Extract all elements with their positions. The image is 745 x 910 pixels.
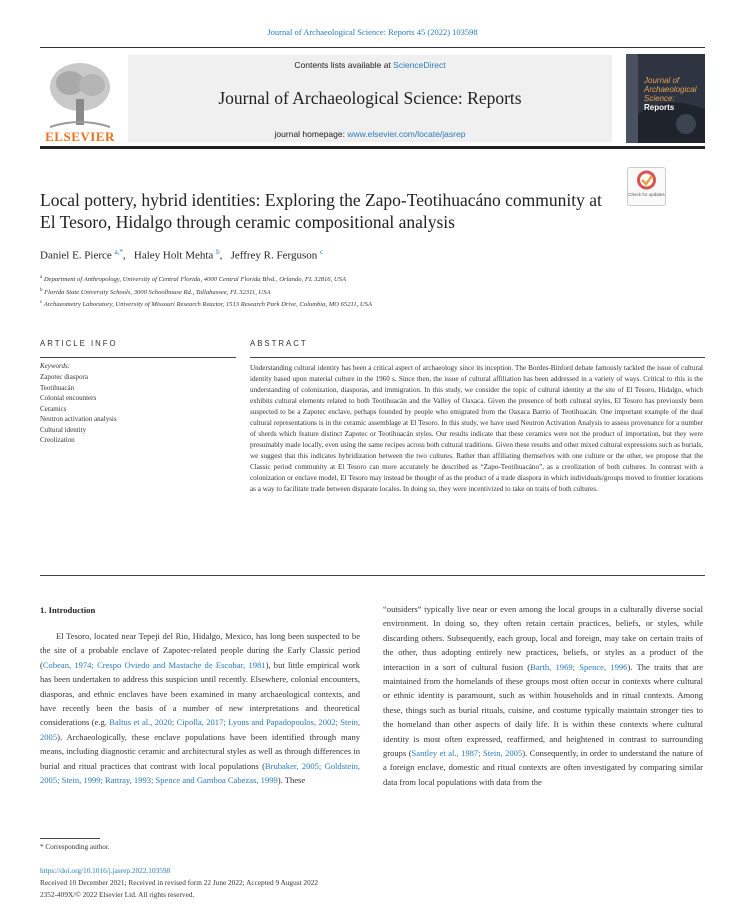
keyword: Teotihuacán (40, 383, 75, 392)
citation-link[interactable]: Barth, 1969; Spence, 1996 (530, 661, 628, 672)
abstract-heading: ABSTRACT (250, 339, 308, 348)
journal-homepage-link[interactable]: www.elsevier.com/locate/jasrep (347, 129, 466, 139)
keywords-label: Keywords: (40, 362, 71, 370)
journal-title: Journal of Archaeological Science: Reports (218, 88, 522, 108)
contents-line: Contents lists available at ScienceDirect (294, 60, 446, 70)
citation-link[interactable]: Cobean, 1974; Crespo Oviedo and Mastache de Escobar, 1981 (42, 659, 266, 670)
author-name[interactable]: Jeffrey R. Ferguson (230, 249, 318, 262)
keyword: Cultural identity (40, 425, 87, 434)
journal-homepage: journal homepage: www.elsevier.com/locate/jasrep (274, 129, 466, 139)
keyword: Zapotec diaspora (40, 373, 89, 381)
abstract-text: Understanding cultural identity has been a critical aspect of archaeology since its inception. The Bordes-Binford debate famously tackled the issue of cultural identity based upon material culture in the 1960 s. Since then, the issue of cultural affiliation has been addressed in a variety of ways. Critical to this is the understanding of colonization, diasporas, and immigration. In this study, we consider the topic of cultural identity at the site of El Tesoro, Hidalgo, which exhibits cultural elements related to both Teotihuacán and the Valley of Oaxaca. Given the presence of both cultural styles, El Tesoro has previously been suspected to be a Zapotec enclave, perhaps founded by people who emigrated from the Oaxaca Barrio of Teotihuacán. One important example of the dual cultural representations is in the ceramic assemblage at El Tesoro. In this study, we have used Neutron Activation Analysis to assess provenance for a number of sherds which feature distinct Zapotec or Teotihuacán styles. Our results indicate that these ceramics were not the product of importation, but they were presumably made locally, even using the same recipes across both cultural traditions. Given these results and other mixed cultural expressions such as burials, we suggest that this indicates hybridization between the two cultures. Rather than affiliating themselves with one culture or the other, we propose that the Classic period community at El Tesoro can more accurately be described as “Zapo-Teotihuacáno”, as a creolization of both cultures. In contrast with a colonization or enclave model, El Tesoro may instead be thought of as the product of a trade diaspora in which individuals/groups moved to frontier locations as a way to facilitate trade between disparate locales. In doing so, they were incentivized to take on traits of both cultures. (250, 364, 703, 493)
citation-link[interactable]: Brubaker, 2005; Goldstein, 2005; Stein, 1999; Rattray, 1993; Spence and Gamboa Cabezas, 1999 (40, 760, 360, 786)
article-info-rule (40, 357, 236, 358)
abstract-rule (250, 357, 705, 358)
affiliation: $^b$ Florida State University Schools, 3000 Schoolhouse Rd., Tallahassee, FL 32311, USA (40, 287, 271, 296)
intro-column-right: “outsiders” typically live near or even among the local groups in a culturally diverse social environment. In doing so, they often retain certain practices, beliefs, or styles, while discarding others. Subsequently, each group, local and foreign, may take on certain traits of the other, thus adopting entirely new practices, beliefs, or styles as a product of the interaction in a sort of cultural fusion (Barth, 1969; Spence, 1996). The traits that are maintained from the homelands of these groups most often occur in contexts where cultural or ethnic identity is paramount, such as within households and in ritual contexts. Among these, things such as burial rituals, cuisine, and costume typically maintain stronger ties to the homeland than other aspects of daily life. It is within these contexts where cultural identity is most often expressed, reaffirmed, and heightened in contrast to surrounding groups (Santley et al., 1987; Stein, 2005). Consequently, in order to understand the nature of a foreign enclave, domestic and ritual contexts are often investigated by comparing similar data from local populations with data from the (383, 604, 704, 787)
journal-cover-image (626, 54, 705, 143)
keyword: Creolization (40, 436, 75, 444)
received-dates: Received 10 December 2021; Received in revised form 22 June 2022; Accepted 9 August 2022 (40, 878, 319, 887)
publisher-name: ELSEVIER (45, 129, 115, 144)
article-info-heading: ARTICLE INFO (40, 339, 118, 348)
doi-link[interactable]: https://doi.org/10.1016/j.jasrep.2022.103598 (40, 866, 171, 875)
check-for-updates-badge[interactable]: Check for updates (627, 167, 666, 206)
corresponding-author-note: * Corresponding author. (40, 843, 110, 851)
affiliation: $^a$ Department of Anthropology, University of Central Florida, 4000 Central Florida Blvd., Orlando, FL 32816, USA (40, 275, 346, 284)
intro-column-left: El Tesoro, located near Tepeji del Rio, Hidalgo, Mexico, has long been suspected to be the site of a probable enclave of Zapotec-related people during the Early Classic period (Cobean, 1974; Crespo Oviedo and Mastache de Escobar, 1981), but little empirical work has been undertaken to address this suspicion until recently. Elsewhere, colonial encounters, diasporas, and ethnic enclaves have been examined in many archaeological contexts, and have recently been the basis of a number of new interpretations and theoretical considerations (e.g. Baltus et al., 2020; Cipolla, 2017; Lyons and Papadopoulos, 2002; Stein, 2005). Archaeologically, these enclave populations have been identified through many means, including diagnostic ceramic and architectural styles as well as through differences in burial and ritual practices that contrast with local populations (Brubaker, 2005; Goldstein, 2005; Stein, 1999; Rattray, 1993; Spence and Gamboa Cabezas, 1999). These (40, 631, 360, 786)
citation-link[interactable]: Santley et al., 1987; Stein, 2005 (411, 748, 523, 759)
check-for-updates-icon (628, 168, 665, 192)
article-title: Local pottery, hybrid identities: Exploring the Zapo-Teotihuacáno community at El Tesoro, Hidalgo through ceramic compositional analysis (40, 190, 602, 232)
section-heading-introduction: 1. Introduction (40, 605, 96, 615)
keyword: Ceramics (40, 404, 67, 413)
header-top-rule (40, 47, 705, 48)
author-list: Daniel E. Pierce $^{a,*}$, Haley Holt Mehta $^b$, Jeffrey R. Ferguson $^c$ (40, 248, 324, 262)
sciencedirect-link[interactable]: ScienceDirect (393, 60, 446, 70)
footnote-rule (40, 838, 100, 839)
keywords-list (40, 372, 117, 446)
journal-citation[interactable]: Journal of Archaeological Science: Reports 45 (2022) 103598 (267, 27, 478, 37)
keyword: Colonial encounters (40, 394, 97, 402)
header-bottom-rule (40, 146, 705, 149)
author-name[interactable]: Daniel E. Pierce (40, 249, 112, 262)
abstract-bottom-rule (40, 575, 705, 576)
keyword: Neutron activation analysis (40, 415, 117, 423)
cover-title: Journal of Archaeological Science: Reports (644, 76, 697, 112)
citation-link[interactable]: Baltus et al., 2020; Cipolla, 2017; Lyons and Papadopoulos, 2002; Stein, 2005 (40, 717, 360, 742)
affiliations (40, 273, 705, 311)
copyright-line: 2352-409X/© 2022 Elsevier Ltd. All rights reserved. (40, 890, 195, 899)
journal-header-box (128, 55, 612, 142)
author-name[interactable]: Haley Holt Mehta (133, 249, 214, 262)
affiliation: $^c$ Archaeometry Laboratory, University of Missouri Research Reactor, 1513 Research Park Drive, Columbia, MO 65211, USA (40, 300, 372, 309)
